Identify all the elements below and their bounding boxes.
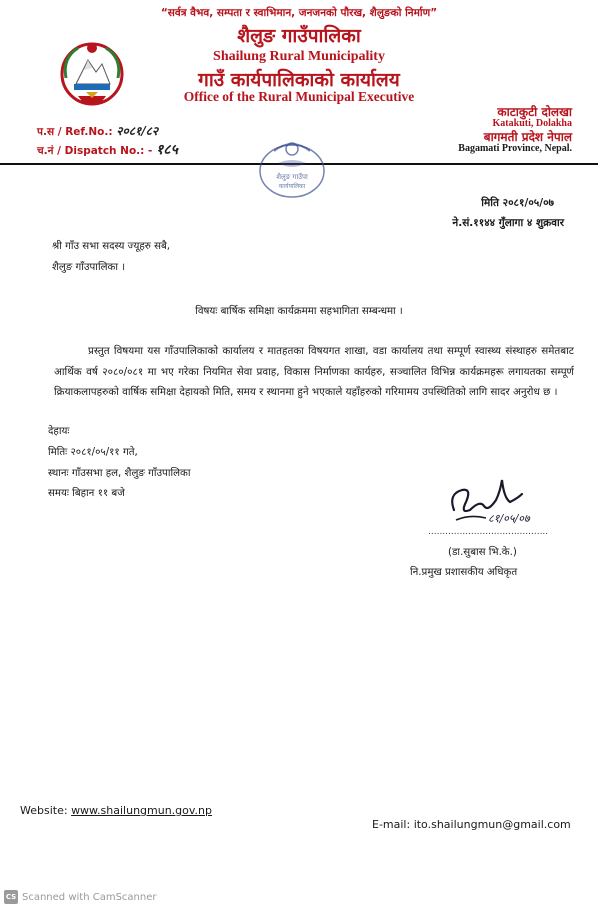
meeting-place: स्थानः गाँउसभा हल, शैलुङ गाँउपालिका [48, 468, 191, 479]
website-label: Website: [20, 804, 72, 817]
municipality-name-english: Shailung Rural Municipality [213, 49, 385, 64]
subject-line: विषयः बार्षिक समिक्षा कार्यक्रममा सहभागिता सम्बन्धमा । [195, 306, 403, 317]
office-name-english: Office of the Rural Municipal Executive [183, 89, 415, 104]
signature-dotted-line: .......................................... [428, 527, 549, 537]
reference-value: २०८१/८२ [116, 124, 159, 138]
svg-text:८१/०५/०७: ८१/०५/०७ [488, 512, 530, 525]
signatory-name: (डा.सुबास भि.के.) [448, 547, 517, 558]
reference-number [37, 122, 158, 139]
address-nepali-line1: काटाकुटी दोलखा [497, 105, 572, 119]
dispatch-value: १८५ [156, 142, 178, 158]
recipient-line-1: श्री गाँउ सभा सदस्य ज्यूहरु सबै, [52, 241, 171, 252]
svg-text:कार्यपालिका: कार्यपालिका [278, 183, 306, 190]
body-paragraph: प्रस्तुत विषयमा यस गाँउपालिकाको कार्यालय र मातहतका विषयगत शाखा, वडा कार्यालय तथा सम्पूर्ण स्वास्थ्य संस्थाहरु समेतबाट आर्थिक वर्ष २०८०/०८१ मा भए गरेका नियमित सेवा प्रवाह, विकास निर्माणका कार्यहरु, सञ्चालित विभिन्न कार्यक्रमहरू लगायतका सम्पूर्ण क्रियाकलापहरुको वार्षिक समिक्षा देहायको मिति, समय र स्थानमा हुने भएकाले यहाँहरुको गरिमामय उपस्थितिको लागि सादर अनुरोध छ । [54, 345, 574, 398]
recipient-line-2: शैलुङ गाँउपालिका । [52, 262, 126, 273]
details-heading: देहायः [48, 426, 70, 437]
camscanner-icon: CS [4, 890, 18, 904]
dispatch-number [37, 140, 178, 159]
address-nepali-line2: बागमती प्रदेश नेपाल [483, 130, 572, 144]
address-english-line1: Katakuti, Dolakha [492, 118, 572, 129]
website-line [20, 804, 212, 817]
dispatch-label: च.नं / Dispatch No.: - [37, 145, 157, 157]
camscanner-watermark [4, 890, 157, 904]
office-name-nepali: गाउँ कार्यपालिकाको कार्यालय [198, 69, 400, 91]
camscanner-text: Scanned with CamScanner [22, 891, 157, 903]
svg-text:शैलुङ गाउँपा: शैलुङ गाउँपा [276, 173, 308, 181]
meeting-date: मितिः २०८१/०५/११ गते, [48, 447, 138, 458]
website-link[interactable]: www.shailungmun.gov.np [71, 804, 212, 817]
nepal-sambat-date: ने.सं.११४४ गुँलागा ४ शुक्रवार [452, 217, 564, 229]
letter-date: मिति २०८१/०५/०७ [481, 197, 554, 209]
office-seal-stamp [252, 133, 332, 205]
address-english-line2: Bagamati Province, Nepal. [458, 143, 572, 154]
motto: “सर्वत्र वैभव, सम्पता र स्वाभिमान, जनजनको पौरख, शैलुङको निर्माण” [160, 7, 438, 19]
meeting-time: समयः बिहान ११ बजे [48, 488, 125, 499]
reference-label: प.स / Ref.No.: [37, 126, 117, 138]
municipality-name-nepali: शैलुङ गाउँपालिका [237, 25, 361, 47]
signatory-title: नि.प्रमुख प्रशासकीय अधिकृत [410, 567, 518, 578]
email-address[interactable]: E-mail: ito.shailungmun@gmail.com [372, 818, 571, 831]
